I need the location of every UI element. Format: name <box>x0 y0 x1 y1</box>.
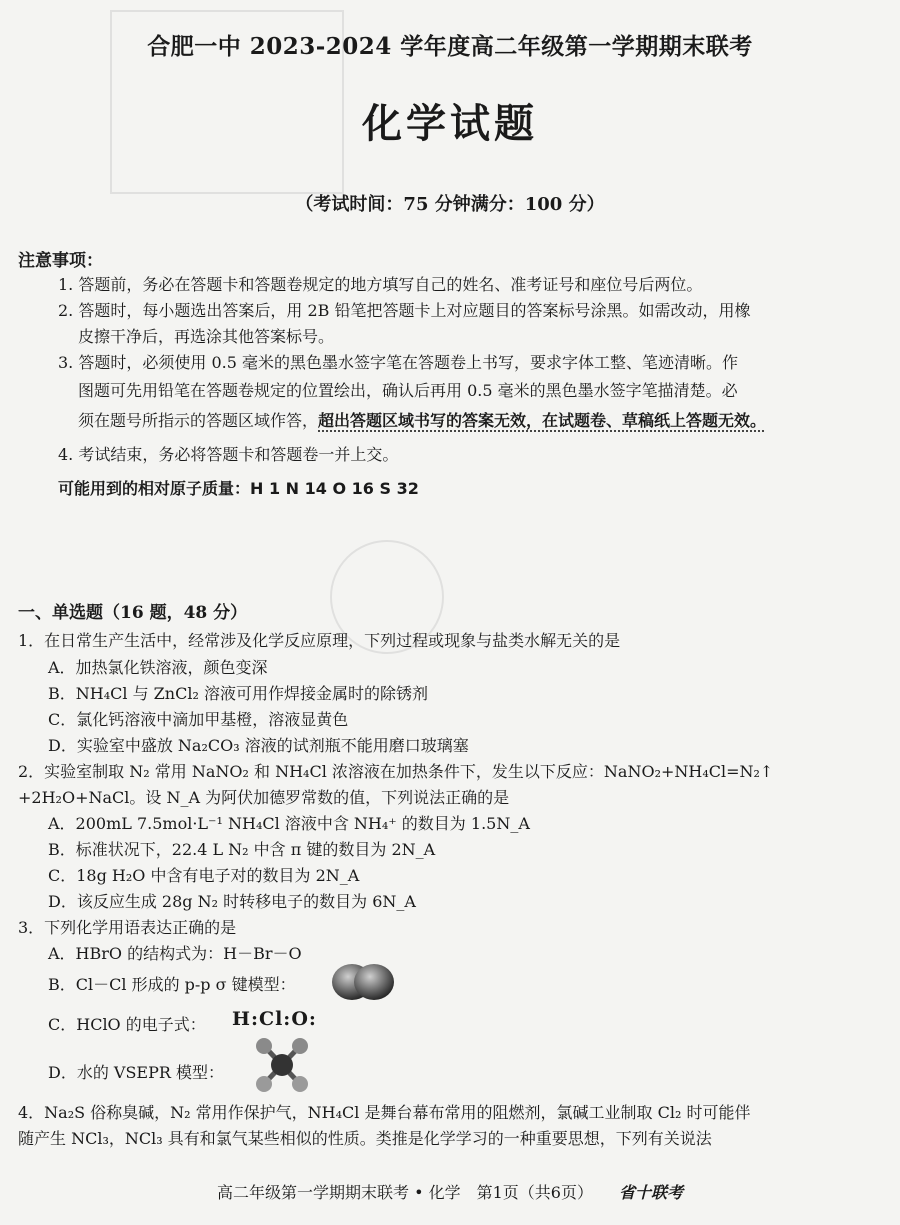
question-1-option-d: D．实验室中盛放 Na₂CO₃ 溶液的试剂瓶不能用磨口玻璃塞 <box>48 736 469 755</box>
section-title: 一、单选题（16 题，48 分） <box>18 603 248 623</box>
question-2-stem-cont: +2H₂O+NaCl。设 N_A 为阿伏加德罗常数的值，下列说法正确的是 <box>18 788 510 807</box>
question-3-stem: 3．下列化学用语表达正确的是 <box>18 918 237 937</box>
notice-item-4: 4. 考试结束，务必将答题卡和答题卷一并上交。 <box>58 445 399 464</box>
page-footer <box>0 1180 900 1203</box>
notice-heading: 注意事项： <box>18 251 103 271</box>
atomic-masses: 可能用到的相对原子质量：H 1 N 14 O 16 S 32 <box>58 479 419 498</box>
notice-item-1: 1. 答题前，务必在答题卡和答题卷规定的地方填写自己的姓名、准考证号和座位号后两位。 <box>58 275 703 294</box>
question-2-stem: 2．实验室制取 N₂ 常用 NaNO₂ 和 NH₄Cl 浓溶液在加热条件下，发生以下反应：NaNO₂+NH₄Cl=N₂↑ <box>18 762 774 781</box>
footer-text: 高二年级第一学期期末联考 • 化学 第1页（共6页） <box>217 1183 593 1202</box>
question-1-option-c: C．氯化钙溶液中滴加甲基橙，溶液显黄色 <box>48 710 349 729</box>
question-2-option-b: B．标准状况下，22.4 L N₂ 中含 π 键的数目为 2N_A <box>48 840 436 859</box>
exam-time-info: （考试时间：75 分钟满分：100 分） <box>295 194 605 215</box>
notice-item-3-cont: 图题可先用铅笔在答题卷规定的位置绘出，确认后再用 0.5 毫米的黑色墨水签字笔描清楚。必 <box>78 381 738 400</box>
notice-item-3: 3. 答题时，必须使用 0.5 毫米的黑色墨水签字笔在答题卷上书写，要求字体工整、笔迹清晰。作 <box>58 353 738 372</box>
question-3-option-a: A．HBrO 的结构式为：H－Br－O <box>48 944 302 963</box>
sigma-bond-model-image <box>328 960 400 1004</box>
question-1-option-b: B．NH₄Cl 与 ZnCl₂ 溶液可用作焊接金属时的除锈剂 <box>48 684 428 703</box>
question-3-option-b: B．Cl－Cl 形成的 p-p σ 键模型： <box>48 975 296 994</box>
footer-stamp: 省十联考 <box>618 1183 683 1202</box>
question-1-stem: 1．在日常生产生活中，经常涉及化学反应原理，下列过程或现象与盐类水解无关的是 <box>18 631 621 650</box>
notice-item-3-cont2 <box>78 408 766 431</box>
notice-item-2-cont: 皮擦干净后，再选涂其他答案标号。 <box>78 327 335 346</box>
question-1-option-a: A．加热氯化铁溶液，颜色变深 <box>48 658 268 677</box>
question-2-option-a: A．200mL 7.5mol·L⁻¹ NH₄Cl 溶液中含 NH₄⁺ 的数目为 1.5N_A <box>48 814 530 833</box>
water-vsepr-model-image <box>252 1036 312 1094</box>
question-2-option-c: C．18g H₂O 中含有电子对的数目为 2N_A <box>48 866 360 885</box>
notice-item-2: 2. 答题时，每小题选出答案后，用 2B 铅笔把答题卡上对应题目的答案标号涂黑。如需改动，用橡 <box>58 301 751 320</box>
question-4-stem-cont: 随产生 NCl₃，NCl₃ 具有和氯气某些相似的性质。类推是化学学习的一种重要思想，下列有关说法 <box>18 1129 712 1148</box>
exam-header: 合肥一中 2023-2024 学年度高二年级第一学期期末联考 <box>147 33 753 60</box>
notice-warning-bold: 超出答题区域书写的答案无效，在试题卷、草稿纸上答题无效。 <box>318 411 767 430</box>
question-4-stem: 4．Na₂S 俗称臭碱，N₂ 常用作保护气，NH₄Cl 是舞台幕布常用的阻燃剂，氯碱工业制取 Cl₂ 时可能伴 <box>18 1103 751 1122</box>
question-3-option-c: C．HClO 的电子式： <box>48 1015 206 1034</box>
hclo-electron-formula: H:Cl:O: <box>232 1008 317 1030</box>
page-title: 化学试题 <box>362 100 538 147</box>
question-3-option-d: D．水的 VSEPR 模型： <box>48 1063 225 1082</box>
question-2-option-d: D．该反应生成 28g N₂ 时转移电子的数目为 6N_A <box>48 892 416 911</box>
notice-answer-area-text: 须在题号所指示的答题区域作答， <box>78 411 319 430</box>
